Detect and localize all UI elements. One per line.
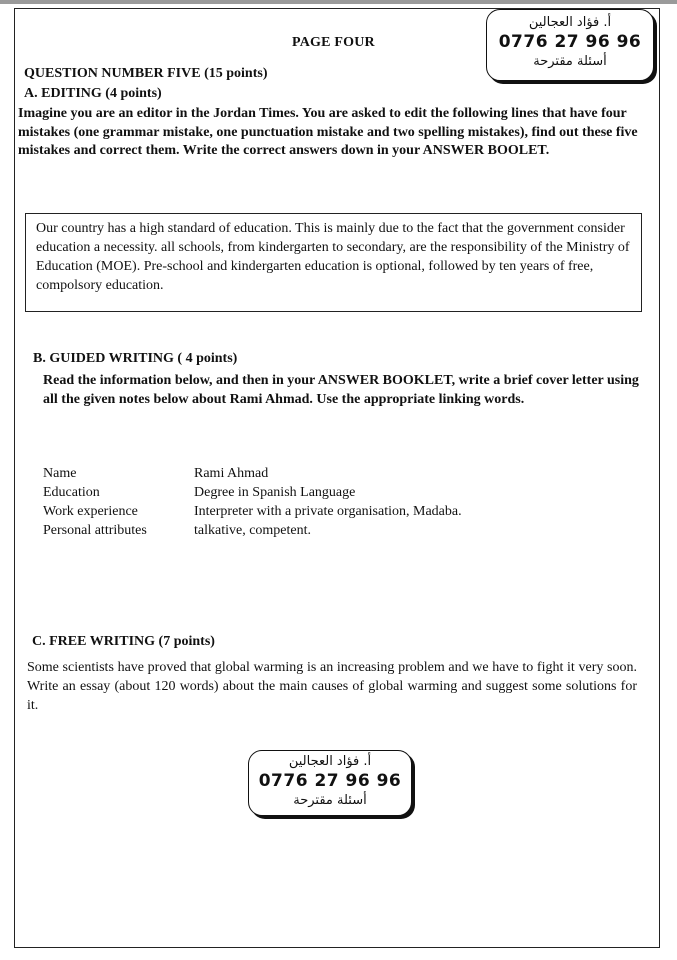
note-label: Education	[43, 485, 100, 500]
stamp-name: أ. فؤاد العجالين	[288, 754, 372, 769]
question-heading: QUESTION NUMBER FIVE (15 points)	[24, 66, 268, 81]
note-row	[43, 464, 462, 483]
guided-writing-instruction: Read the information below, and then in your ANSWER BOOKLET, write a brief cover letter using all the given notes below about Rami Ahmad. Use the appropriate linking words.	[43, 373, 639, 407]
note-label: Name	[43, 466, 77, 481]
guided-writing-heading: B. GUIDED WRITING ( 4 points)	[33, 351, 238, 366]
editing-instruction: Imagine you are an editor in the Jordan Times. You are asked to edit the following lines that have four mistakes (one grammar mistake, one punctuation mistake and two spelling mistakes), find out these five mistakes and correct them. Write the correct answers down in your ANSWER BOOLET.	[18, 106, 638, 158]
free-writing-heading: C. FREE WRITING (7 points)	[32, 634, 215, 649]
note-value: Rami Ahmad	[194, 466, 269, 481]
editing-heading: A. EDITING (4 points)	[24, 86, 162, 101]
teacher-stamp-top	[486, 9, 654, 81]
note-row	[43, 521, 462, 540]
stamp-phone: 0776 27 96 96	[258, 771, 402, 791]
note-value: Degree in Spanish Language	[194, 485, 356, 500]
free-writing-prompt: Some scientists have proved that global warming is an increasing problem and we have to fight it very soon. Write an essay (about 120 words) about the main causes of global warming and suggest some solutions for it.	[27, 660, 637, 713]
note-row	[43, 502, 462, 521]
page-title: PAGE FOUR	[292, 35, 375, 50]
teacher-stamp-bottom	[248, 750, 412, 816]
note-value: talkative, competent.	[194, 523, 312, 538]
stamp-subtitle: أسئلة مقترحة	[533, 54, 607, 69]
stamp-subtitle: أسئلة مقترحة	[293, 793, 367, 808]
stamp-phone: 0776 27 96 96	[498, 32, 642, 52]
note-label: Work experience	[43, 504, 138, 519]
editing-passage: Our country has a high standard of education. This is mainly due to the fact that the government consider education a necessity. all schools, from kindergarten to secondary, are the responsibility of the Ministry of Education (MOE). Pre-school and kindergarten education is optional, followed by ten years of free, compolsory education.	[36, 221, 630, 293]
stamp-name: أ. فؤاد العجالين	[528, 15, 612, 30]
top-edge-bar	[0, 0, 677, 4]
note-value: Interpreter with a private organisation, Madaba.	[194, 504, 462, 519]
note-label: Personal attributes	[43, 523, 147, 538]
editing-passage-box	[25, 213, 642, 312]
note-row	[43, 483, 462, 502]
guided-notes-table	[43, 464, 462, 540]
